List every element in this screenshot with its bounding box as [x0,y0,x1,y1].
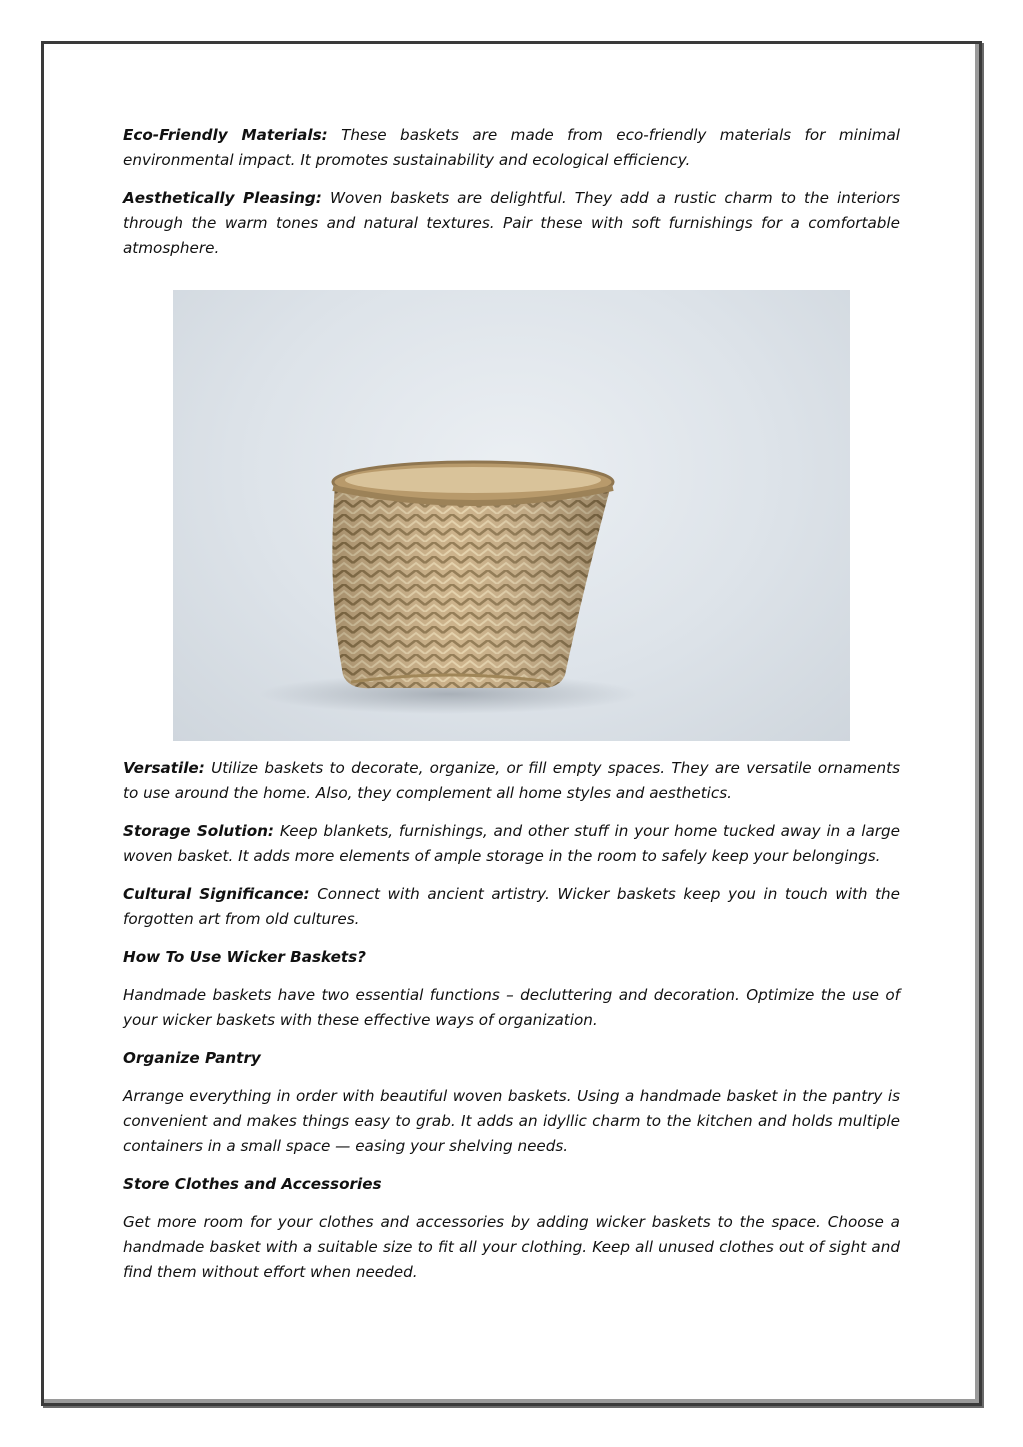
paragraph-how-to-use: Handmade baskets have two essential functions – decluttering and decoration. Optimize the use of your wicker baskets with these effective ways of organization. [123,986,900,1029]
text-versatile: Utilize baskets to decorate, organize, or fill empty spaces. They are versatile ornaments to use around the home. Also, they complement all home styles and aesthetics. [123,759,901,802]
woven-basket-photo [173,290,850,741]
paragraph-storage-solution [123,819,900,869]
paragraph-versatile [123,756,900,806]
paragraph-eco-friendly [123,123,900,173]
text-eco-friendly: These baskets are made from eco-friendly materials for minimal environmental impact. It promotes sustainability and ecological efficiency. [123,126,901,169]
text-storage-solution: Keep blankets, furnishings, and other stuff in your home tucked away in a large woven basket. It adds more elements of ample storage in the room to safely keep your belongings. [123,822,901,865]
label-versatile: Versatile: [123,759,205,777]
heading-store-clothes: Store Clothes and Accessories [123,1175,382,1193]
label-cultural-significance: Cultural Significance: [123,885,310,903]
heading-organize-pantry: Organize Pantry [123,1049,261,1067]
label-eco-friendly: Eco-Friendly Materials: [123,126,328,144]
paragraph-aesthetically-pleasing [123,186,900,261]
label-aesthetically-pleasing: Aesthetically Pleasing: [123,189,322,207]
paragraph-organize-pantry: Arrange everything in order with beautiful woven baskets. Using a handmade basket in the pantry is convenient and makes things easy to grab. It adds an idyllic charm to the kitchen and holds multiple containers in a small space — easing your shelving needs. [123,1087,900,1155]
heading-how-to-use: How To Use Wicker Baskets? [123,948,366,966]
bottom-section [123,756,900,1285]
paragraph-store-clothes: Get more room for your clothes and accessories by adding wicker baskets to the space. Choose a handmade basket with a suitable size to fit all your clothing. Keep all unused clothes out of sight and find them without effort when needed. [123,1213,900,1281]
text-aesthetically-pleasing: Woven baskets are delightful. They add a rustic charm to the interiors through the warm tones and natural textures. Pair these with soft furnishings for a comfortable atmosphere. [123,189,901,257]
top-section [123,123,900,261]
basket-illustration [173,290,850,741]
label-storage-solution: Storage Solution: [123,822,275,840]
paragraph-cultural-significance [123,882,900,932]
text-cultural-significance: Connect with ancient artistry. Wicker baskets keep you in touch with the forgotten art from old cultures. [123,885,900,928]
